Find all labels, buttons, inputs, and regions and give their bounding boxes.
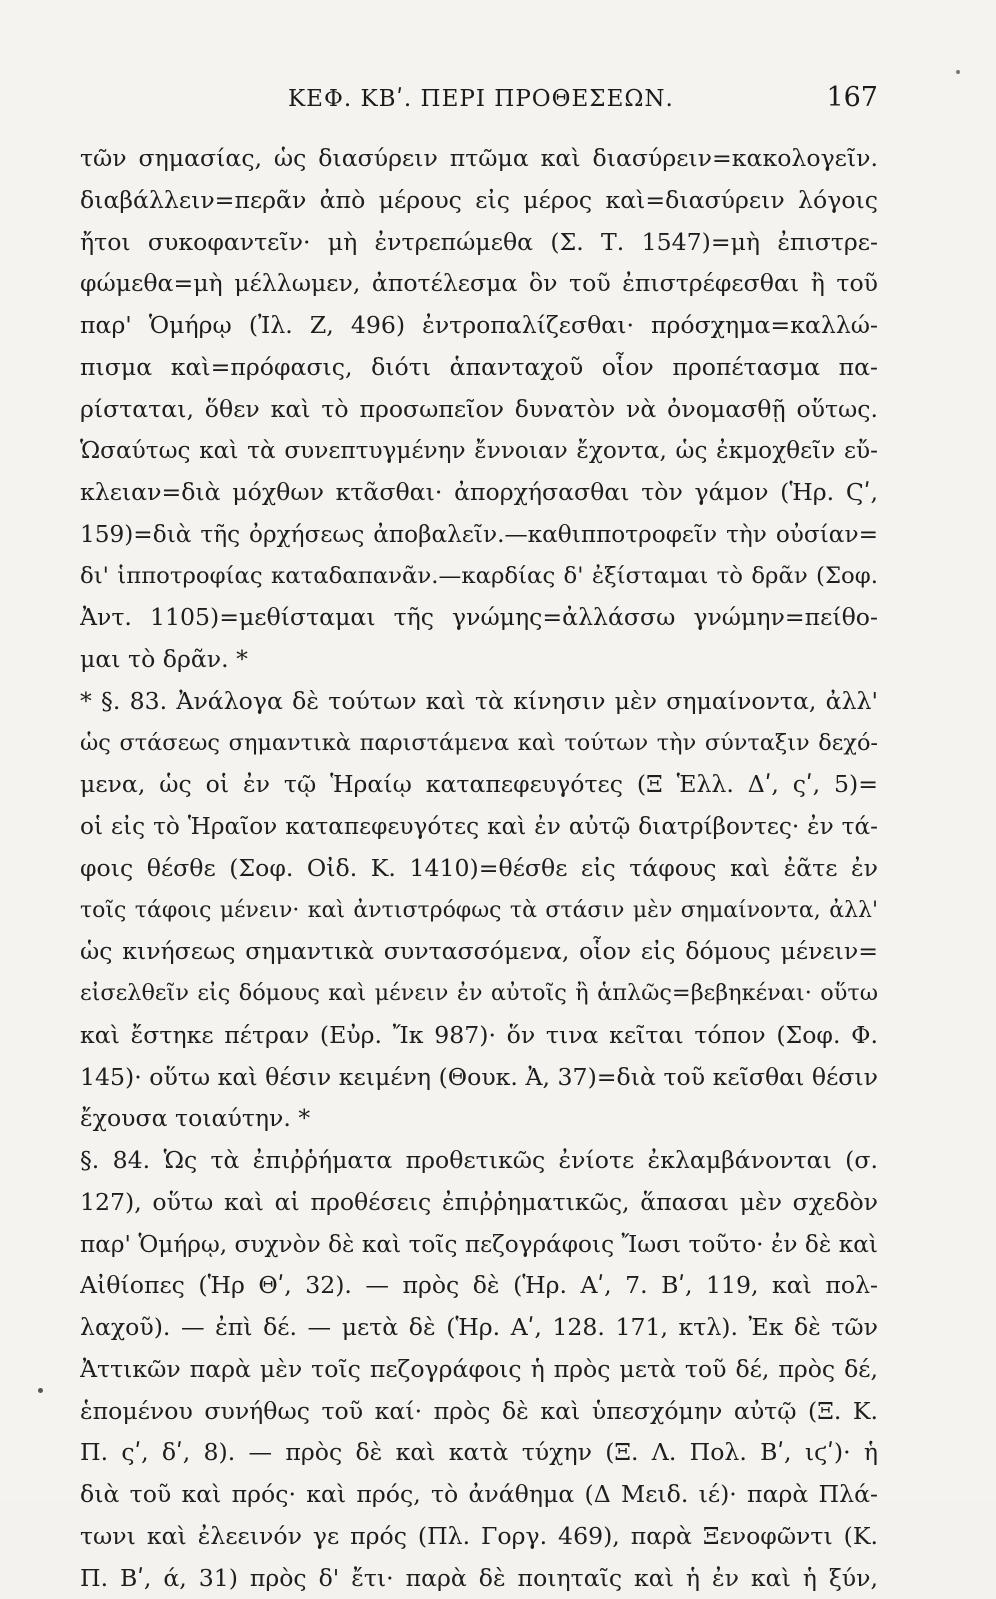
text-line: φώμεθα=μὴ μέλλωμεν, ἀποτέλεσμα ὃν τοῦ ἐπιστρέφεσθαι ἢ τοῦ [80,263,878,305]
text-body [80,138,878,1599]
text-line: ἑπομένου συνήθως τοῦ καί· πρὸς δὲ καὶ ὑπεσχόμην αὐτῷ (Ξ. Κ. [80,1391,878,1433]
text-line: ὡς κινήσεως σημαντικὰ συντασσόμενα, οἷον εἰς δόμους μένειν= [80,931,878,973]
text-line: Ἀντ. 1105)=μεθίσταμαι τῆς γνώμης=ἀλλάσσω γνώμην=πείθο- [80,597,878,639]
text-line: δι' ἱπποτροφίας καταδαπανᾶν.—καρδίας δ' ἐξίσταμαι τὸ δρᾶν (Σοφ. [80,556,878,598]
running-header [80,82,878,122]
text-line: Ὡσαύτως καὶ τὰ συνεπτυγμένην ἔννοιαν ἔχοντα, ὡς ἐκμοχθεῖν εὔ- [80,430,878,472]
text-line: παρ' Ὁμήρῳ, συχνὸν δὲ καὶ τοῖς πεζογράφοις Ἴωσι τοῦτο· ἐν δὲ καὶ [80,1224,878,1266]
text-line: πισμα καὶ=πρόφασις, διότι ἁπανταχοῦ οἷον προπέτασμα πα- [80,347,878,389]
text-line: τωνι καὶ ἐλεεινόν γε πρός (Πλ. Γοργ. 469), παρὰ Ξενοφῶντι (Κ. [80,1516,878,1558]
text-line: φοις θέσθε (Σοφ. Οἰδ. Κ. 1410)=θέσθε εἰς τάφους καὶ ἐᾶτε ἐν [80,848,878,890]
text-line: οἱ εἰς τὸ Ἡραῖον καταπεφευγότες καὶ ἐν αὐτῷ διατρίβοντες· ἐν τά- [80,806,878,848]
text-line: ρίσταται, ὅθεν καὶ τὸ προσωπεῖον δυνατὸν νὰ ὀνομασθῇ οὕτως. [80,389,878,431]
text-line: 159)=διὰ τῆς ὀρχήσεως ἀποβαλεῖν.—καθιπποτροφεῖν τὴν οὐσίαν= [80,514,878,556]
text-line: ἔχουσα τοιαύτην. * [80,1098,878,1140]
text-line: κλειαν=διὰ μόχθων κτᾶσθαι· ἀπορχήσασθαι τὸν γάμον (Ἡρ. Ϛʹ, [80,472,878,514]
speck [38,1388,43,1393]
text-line: τῶν σημασίας, ὡς διασύρειν πτῶμα καὶ διασύρειν=κακολογεῖν. [80,138,878,180]
speck [956,70,960,74]
text-line: εἰσελθεῖν εἰς δόμους καὶ μένειν ἐν αὐτοῖς ἢ ἁπλῶς=βεβηκέναι· οὕτω [80,973,878,1015]
text-line: μενα, ὡς οἱ ἐν τῷ Ἡραίῳ καταπεφευγότες (Ξ Ἑλλ. Δʹ, ςʹ, 5)= [80,764,878,806]
text-line: Π. Βʹ, ά, 31) πρὸς δ' ἔτι· παρὰ δὲ ποιηταῖς καὶ ἡ ἐν καὶ ἡ ξύν, [80,1558,878,1599]
text-line: Π. ςʹ, δʹ, 8). — πρὸς δὲ καὶ κατὰ τύχην (Ξ. Λ. Πολ. Βʹ, ιϛʹ)· ἡ [80,1432,878,1474]
text-line: διαβάλλειν=περᾶν ἀπὸ μέρους εἰς μέρος καὶ=διασύρειν λόγοις [80,180,878,222]
text-line: ὡς στάσεως σημαντικὰ παριστάμενα καὶ τούτων τὴν σύνταξιν δεχό- [80,723,878,765]
text-line: Ἀττικῶν παρὰ μὲν τοῖς πεζογράφοις ἡ πρὸς μετὰ τοῦ δέ, πρὸς δέ, [80,1349,878,1391]
text-line: §. 84. Ὡς τὰ ἐπιῤῥήματα προθετικῶς ἐνίοτε ἐκλαμβάνονται (σ. [80,1140,878,1182]
text-line: Αἰθίοπες (Ἡρ Θʹ, 32). — πρὸς δὲ (Ἡρ. Αʹ, 7. Βʹ, 119, καὶ πολ- [80,1265,878,1307]
text-line: ἤτοι συκοφαντεῖν· μὴ ἐντρεπώμεθα (Σ. Τ. 1547)=μὴ ἐπιστρε- [80,222,878,264]
text-line: τοῖς τάφοις μένειν· καὶ ἀντιστρόφως τὰ στάσιν μὲν σημαίνοντα, ἀλλ' [80,890,878,932]
text-line: * §. 83. Ἀνάλογα δὲ τούτων καὶ τὰ κίνησιν μὲν σημαίνοντα, ἀλλ' [80,681,878,723]
page-number: 167 [826,82,878,113]
text-line: 145)· οὕτω καὶ θέσιν κειμένη (Θουκ. Ἀ, 37)=διὰ τοῦ κεῖσθαι θέσιν [80,1057,878,1099]
text-line: 127), οὕτω καὶ αἱ προθέσεις ἐπιῤῥηματικῶς, ἅπασαι μὲν σχεδὸν [80,1182,878,1224]
text-line: καὶ ἔστηκε πέτραν (Εὐρ. Ἴκ 987)· ὅν τινα κεῖται τόπον (Σοφ. Φ. [80,1015,878,1057]
text-line: διὰ τοῦ καὶ πρός· καὶ πρός, τὸ ἀνάθημα (Δ Μειδ. ιέ)· παρὰ Πλά- [80,1474,878,1516]
text-line: λαχοῦ). — ἐπὶ δέ. — μετὰ δὲ (Ἡρ. Αʹ, 128. 171, κτλ). Ἐκ δὲ τῶν [80,1307,878,1349]
text-line: μαι τὸ δρᾶν. * [80,639,878,681]
chapter-title: ΚΕΦ. ΚΒʹ. ΠΕΡΙ ΠΡΟΘΕΣΕΩΝ. [288,86,674,112]
text-line: παρ' Ὁμήρῳ (Ἰλ. Ζ, 496) ἐντροπαλίζεσθαι· πρόσχημα=καλλώ- [80,305,878,347]
